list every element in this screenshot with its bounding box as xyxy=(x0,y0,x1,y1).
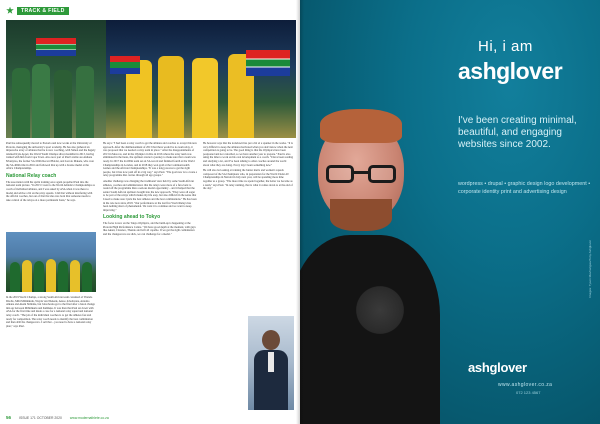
photo-right-panel xyxy=(106,20,296,138)
team-group-photo xyxy=(6,232,96,292)
page-gutter xyxy=(296,0,304,424)
page-footer xyxy=(6,414,296,421)
brand-logo-small: ashglover xyxy=(468,360,527,375)
col3-paragraph-1: He however says that the lockdown has put a bit of a spanner in the works. "It is very difficult to keep the athletes motivated when you don't know when the next competition is going to be. The good thing is that the Olympics have been postponed and not cancelled, so we have another year to prepare." Paul is also using the time to work on his own development as a coach. "I have been reading and studying a lot, and I've been talking to other coaches around the world about what they are doing. Every day I learn something new." xyxy=(203,142,293,167)
heading-relay-coach: National Relay coach xyxy=(6,172,57,179)
glasses-icon xyxy=(326,165,396,183)
text-column-1b xyxy=(6,296,96,412)
text-column-2 xyxy=(103,142,197,412)
text-column-1 xyxy=(6,142,96,226)
page-number: 56 xyxy=(6,415,12,420)
photo-left-panel xyxy=(6,20,106,138)
greeting: Hi, i am xyxy=(478,38,533,55)
brand-logo: ashglover xyxy=(458,58,563,84)
intro-paragraph: Paul has subsequently moved to Pretoria and now works at the University of Pretoria, managing the university's sport academy. He has also gathered an impressive array of athletes that he is now coaching, with Simon and the hugely talented Kyle Appel, the World Youth Champs silver medallist in 2013, having trained with him from Cape Town. Also now part of Paul's stable are Akhona Mvunyiso, the former SA 100m Record Holder, and Luvolo Makele, who won the SA 400m title in 2016 and followed that up with a bronze medal at the Africa Championships. xyxy=(6,142,96,171)
heading-tokyo: Looking ahead to Tokyo xyxy=(103,214,161,221)
photo-credit: Images: Tyson Mavhangwa/Tony Ashglover xyxy=(588,240,592,298)
issue-info: ISSUE 171 OCTOBER 2020 xyxy=(19,415,62,420)
portrait-beard xyxy=(330,199,392,231)
portrait-hair xyxy=(320,109,402,143)
designer-portrait xyxy=(300,95,430,424)
world-champs-paragraph: In the 2019 World Champs, a strong South African team consisted of Thando Dlodlo, Mthi Mthimkulu, Wayde van Niekerk, Anaso Jobodwana, Antonio Alkana and Akani Simbine, but Jobodwana got to the final after a baton change mix-up between Mthimkulu and Kubheka. It was then that Paul sat down with ASA for the first time and made a case for a national relay squad and national relay coach. "The job of the individual coaches is to get the athletes fast and ready for competition. The relay coach needs to identify the best combination and then drill the changeovers. I sell that – you need to have a national relay plan," says Paul. xyxy=(6,296,95,328)
footer-url[interactable]: www.modernathlete.co.za xyxy=(69,415,109,420)
col2-paragraph-1: He says: "I had been a relay coach to get the athletes and coaches to accept this new approach. After the disillusionment of 2013 that there would be no team relay, it was proposed that we needed a relay team in place." After the disappointments of 2013 in Moscow, and in the Olympics in Rio in 2016 where the relay team was eliminated in the heats, the sprinters started a journey to make sure that a team was ready. In 2017 the 4x100m team set an SA record and finished fourth at the World Championships in London, and in 2018 they won gold at the Commonwealth Games and the African Championships. "It was a long process to get the right people, but it has now paid off in a big way," says Paul. "The goal now is to create a relay programme that carries through all age groups." xyxy=(103,142,197,178)
website-url[interactable]: www.ashglover.co.za xyxy=(498,382,553,388)
services-list: wordpress • drupal • graphic design logo development • corporate identity print and advertising design xyxy=(458,181,591,195)
coach-portrait-photo xyxy=(248,316,294,410)
col2-paragraph-3: The focus is now on the Tokyo Olympics, and the build-up is happening at the Pretoria High Performance Centre. "We have good depth at the moment, with guys like Akani, Clarence, Thando and Gift all capable. If we get the right combination and the changeovers are slick, we can challenge for a medal." xyxy=(103,222,196,237)
advert-page xyxy=(300,0,600,424)
star-icon xyxy=(6,7,14,15)
col2-paragraph-2: Another challenge was changing the traditional view held by some South African athletes, coaches and administrators that the relays were more of a fun event to round off the programme than a serious medal opportunity – and it helped that the senior South African sprinters bought into the new approach. "They were all eager to be part of the relays which makes my life easy, but also difficult in the sense that I need to make sure I pick the best athletes and the best combinations." He has been in the role now since 2018. "Our performance at the last five World Relays has been nothing short of phenomenal. We want it to continue and we want to keep improving." xyxy=(103,179,197,212)
section-tag xyxy=(6,6,69,15)
shirt-print xyxy=(350,285,410,335)
relay-team-photo xyxy=(6,20,296,138)
section-label: TRACK & FIELD xyxy=(17,7,69,15)
relay-coach-paragraph: The association with his sprint training once again propelled Paul into the national team picture. "In 2015 I went to the World Athletics Championships as coach of individual athletes, and I was asked by ASA when it was there to model and advise a bit on the relay squads. I did that without interfering with the official coaches, but out of that the idea was born that someone needs to take control of the relays on a more permanent basis," he says. xyxy=(6,180,95,202)
col3-paragraph-2: He will also be looking at training the Junior men's and women's squads composed of the SA Champions who, in preparation for the World Under-20 Championships in Nairobi in July next year, will be spending more time together as a group. "The more time we spend together, the better we become as a team," says Paul. "In relay running, that is what it comes down to at the end of the day." xyxy=(203,169,293,191)
contact-number: 072 123 4567 xyxy=(516,390,541,395)
tagline: I've been creating minimal, beautiful, and engaging websites since 2002. xyxy=(458,115,577,150)
